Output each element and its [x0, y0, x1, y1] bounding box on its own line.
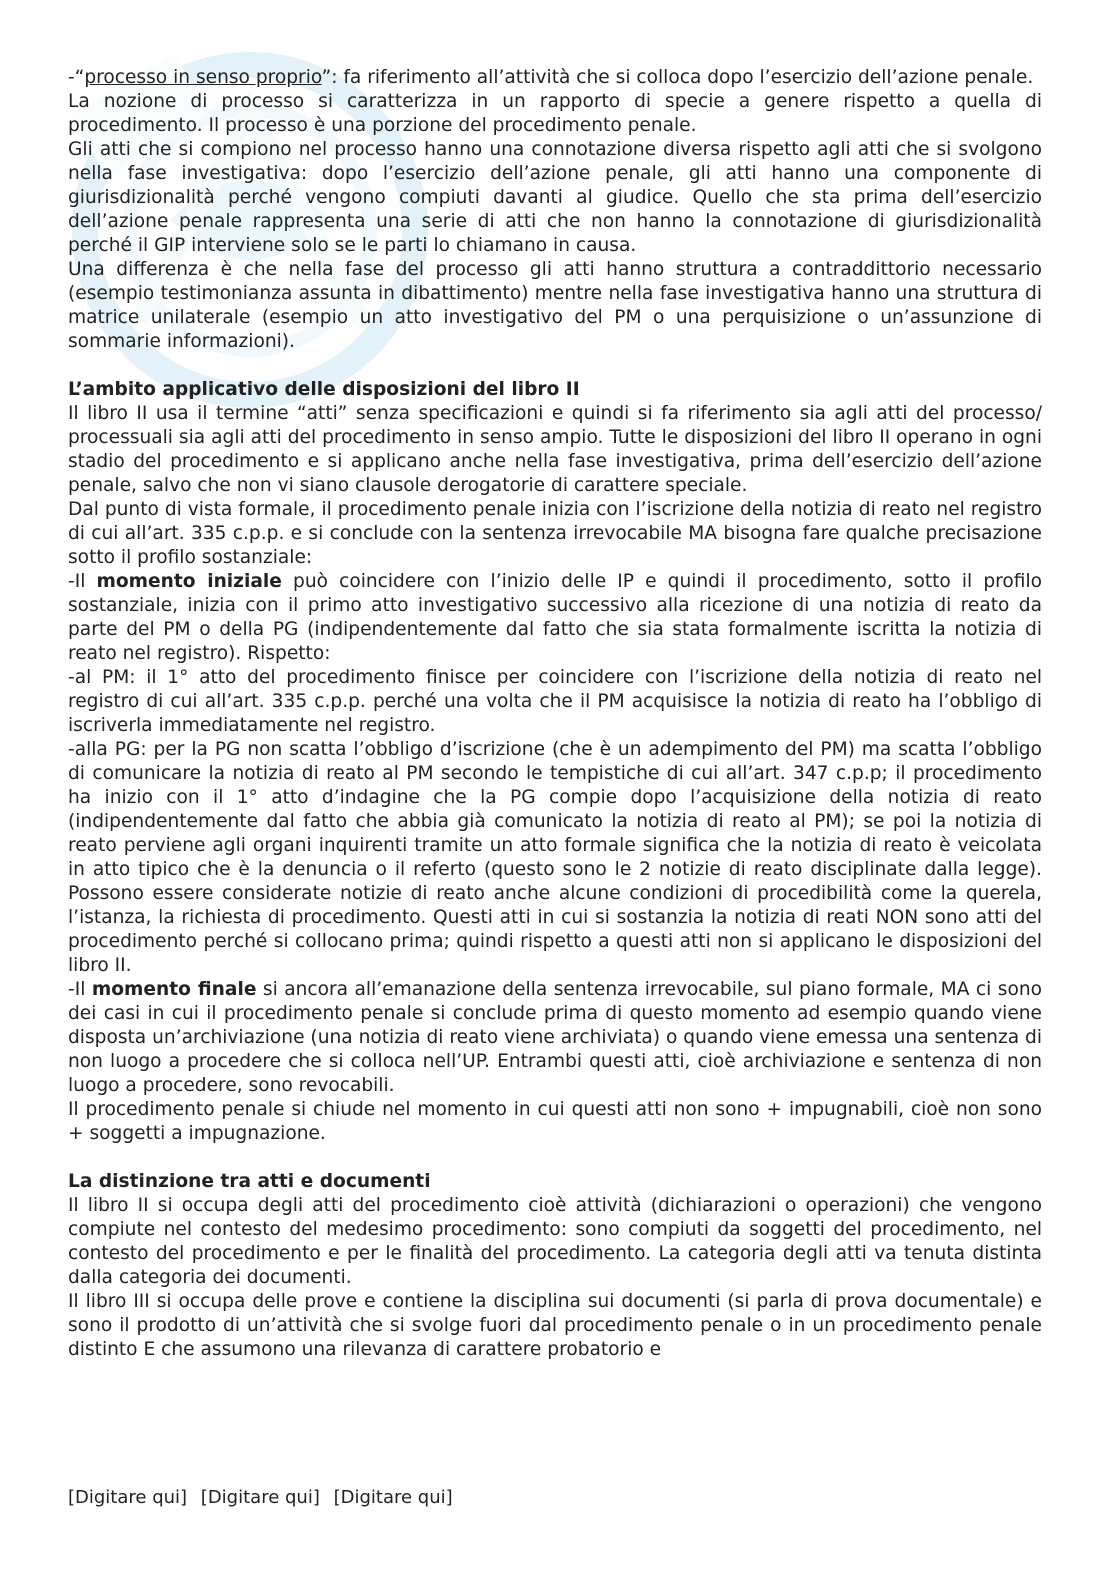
footer-placeholder[interactable]: [Digitare qui]: [68, 1487, 188, 1508]
page-footer: [68, 1487, 453, 1508]
underlined-term: processo in senso proprio: [84, 67, 322, 88]
paragraph: Il procedimento penale si chiude nel momento in cui questi atti non sono + impugnabili, cioè non sono + soggetti a impugnazione.: [68, 1099, 1042, 1144]
section-heading: La distinzione tra atti e documenti: [68, 1171, 431, 1192]
paragraph-prefix: -“: [68, 67, 85, 88]
paragraph: Una differenza è che nella fase del processo gli atti hanno struttura a contraddittorio necessario (esempio testimonianza assunta in dibattimento) mentre nella fase investigativa hanno una struttura di matrice unilaterale (esempio un atto investigativo del PM o una perquisizione o un’assunzione di sommarie informazioni).: [68, 259, 1042, 352]
document-body: [68, 66, 1042, 1362]
footer-placeholder[interactable]: [Digitare qui]: [200, 1487, 320, 1508]
paragraph: Il libro II usa il termine “atti” senza specificazioni e quindi si fa riferimento sia agli atti del processo/ processuali sia agli atti del procedimento in senso ampio. Tutte le disposizioni del libro II operano in ogni stadio del procedimento e si applicano anche nella fase investigativa, prima dell’esercizio dell’azione penale, salvo che non vi siano clausole derogatorie di carattere speciale.: [68, 403, 1042, 496]
paragraph-momento-iniziale: [68, 570, 1042, 666]
paragraph-momento-finale: [68, 978, 1042, 1098]
bold-term: momento iniziale: [96, 571, 282, 592]
paragraph: Il libro III si occupa delle prove e contiene la disciplina sui documenti (si parla di prova documentale) e sono il prodotto di un’attività che si svolge fuori dal procedimento penale o in un procedimento penale distinto E che assumono una rilevanza di carattere probatorio e: [68, 1291, 1042, 1360]
paragraph-prefix: -Il: [68, 979, 92, 1000]
paragraph: -alla PG: per la PG non scatta l’obbligo d’iscrizione (che è un adempimento del PM) ma scatta l’obbligo di comunicare la notizia di reato al PM secondo le tempistiche di cui all’art. 347 c.p.p; il procedimento ha inizio con il 1° atto d’indagine che la PG compie dopo l’acquisizione della notizia di reato (indipendentemente dal fatto che abbia già comunicato la notizia di reato al PM); se poi la notizia di reato perviene agli organi inquirenti tramite un atto formale significa che la notizia di reato è veicolata in atto tipico che è la denuncia o il referto (questo sono le 2 notizie di reato disciplinate dalla legge). Possono essere considerate notizie di reato anche alcune condizioni di procedibilità come la querela, l’istanza, la richiesta di procedimento. Questi atti in cui si sostanzia la notizia di reati NON sono atti del procedimento perché si collocano prima; quindi rispetto a questi atti non si applicano le disposizioni del libro II.: [68, 739, 1042, 976]
paragraph-text: ”: fa riferimento all’attività che si colloca dopo l’esercizio dell’azione penale.: [321, 67, 1034, 88]
bold-term: momento finale: [91, 979, 257, 1000]
paragraph: Il libro II si occupa degli atti del procedimento cioè attività (dichiarazioni o operazioni) che vengono compiute nel contesto del medesimo procedimento: sono compiuti da soggetti del procedimento, nel contesto del procedimento e per le finalità del procedimento. La categoria degli atti va tenuta distinta dalla categoria dei documenti.: [68, 1195, 1042, 1288]
paragraph-text: può coincidere con l’inizio delle IP e quindi il procedimento, sotto il profilo sostanziale, inizia con il primo atto investigativo successivo alla ricezione di una notizia di reato da parte del PM o della PG (indipendentemente dal fatto che sia stata formalmente iscritta la notizia di reato nel registro). Rispetto:: [68, 571, 1043, 664]
paragraph: Gli atti che si compiono nel processo hanno una connotazione diversa rispetto agli atti che si svolgono nella fase investigativa: dopo l’esercizio dell’azione penale, gli atti hanno una componente di giurisdizionalità perché vengono compiuti davanti al giudice. Quello che sta prima dell’esercizio dell’azione penale rappresenta una serie di atti che non hanno la connotazione di giurisdizionalità perché il GIP interviene solo se le parti lo chiamano in causa.: [68, 139, 1042, 256]
paragraph: -al PM: il 1° atto del procedimento finisce per coincidere con l’iscrizione della notizia di reato nel registro di cui all’art. 335 c.p.p. perché una volta che il PM acquisisce la notizia di reato ha l’obbligo di iscriverla immediatamente nel registro.: [68, 667, 1042, 736]
paragraph-prefix: -Il: [68, 571, 97, 592]
footer-placeholder[interactable]: [Digitare qui]: [333, 1487, 453, 1508]
paragraph-processo: [68, 66, 1042, 90]
paragraph-text: si ancora all’emanazione della sentenza irrevocabile, sul piano formale, MA ci sono dei casi in cui il procedimento penale si conclude prima di questo momento ad esempio quando viene disposta un’archiviazione (una notizia di reato viene archiviata) o quando viene emessa una sentenza di non luogo a procedere che si colloca nell’UP. Entrambi questi atti, cioè archiviazione e sentenza di non luogo a procedere, sono revocabili.: [68, 979, 1042, 1096]
paragraph: La nozione di processo si caratterizza in un rapporto di specie a genere rispetto a quella di procedimento. Il processo è una porzione del procedimento penale.: [68, 91, 1042, 136]
section-heading: L’ambito applicativo delle disposizioni del libro II: [68, 379, 580, 400]
paragraph: Dal punto di vista formale, il procedimento penale inizia con l’iscrizione della notizia di reato nel registro di cui all’art. 335 c.p.p. e si conclude con la sentenza irrevocabile MA bisogna fare qualche precisazione sotto il profilo sostanziale:: [68, 499, 1042, 568]
